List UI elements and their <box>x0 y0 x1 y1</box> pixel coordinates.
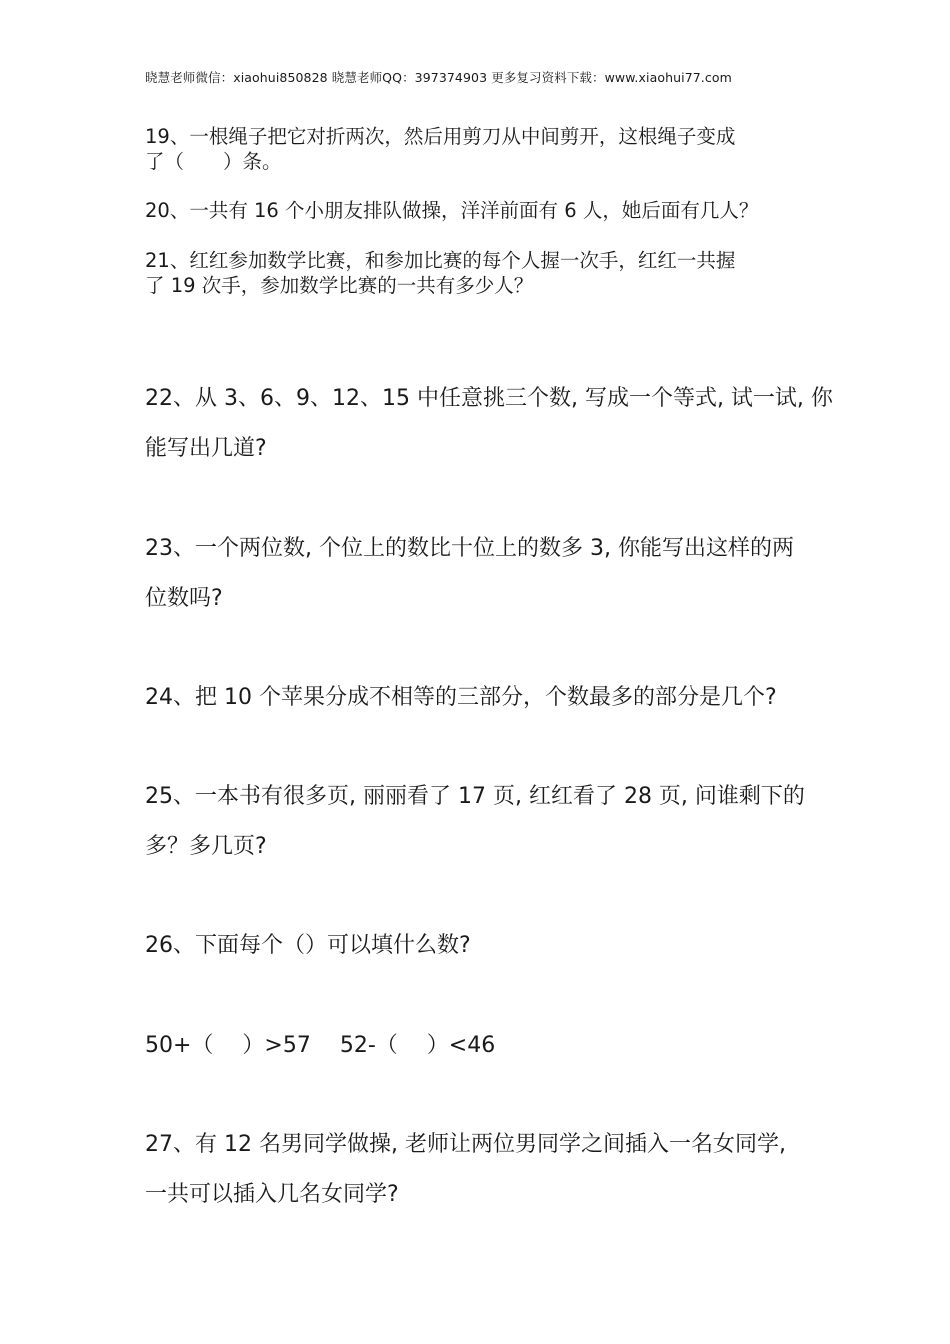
question-27 <box>145 1120 815 1220</box>
question-20 <box>145 198 815 223</box>
question-line: 20、一共有 16 个小朋友排队做操，洋洋前面有 6 人，她后面有几人？ <box>145 199 759 222</box>
question-line: 23、一个两位数, 个位上的数比十位上的数多 3, 你能写出这样的两 <box>145 536 794 561</box>
question-line: 27、有 12 名男同学做操, 老师让两位男同学之间插入一名女同学, <box>145 1132 786 1157</box>
question-line: 多？多几页? <box>145 834 267 859</box>
question-line: 了 19 次手，参加数学比赛的一共有多少人？ <box>145 274 534 297</box>
question-line: 25、一本书有很多页, 丽丽看了 17 页, 红红看了 28 页, 问谁剩下的 <box>145 784 805 809</box>
question-line: 26、下面每个（）可以填什么数? <box>145 933 471 958</box>
question-line: 一共可以插入几名女同学? <box>145 1182 399 1207</box>
question-22 <box>145 374 833 474</box>
page-header: 晓慧老师微信：xiaohui850828 晓慧老师QQ：397374903 更多复习资料下载：www.xiaohui77.com <box>145 70 732 85</box>
question-line: 21、红红参加数学比赛，和参加比赛的每个人握一次手，红红一共握 <box>145 249 736 272</box>
question-line: 了（ ）条。 <box>145 150 282 173</box>
question-line: 位数吗? <box>145 586 223 611</box>
question-26-expression <box>145 1021 815 1071</box>
question-line: 能写出几道? <box>145 436 267 461</box>
question-line: 24、把 10 个苹果分成不相等的三部分，个数最多的部分是几个? <box>145 685 777 710</box>
question-25 <box>145 772 815 872</box>
question-21 <box>145 248 815 298</box>
question-26 <box>145 921 815 971</box>
question-24 <box>145 673 815 723</box>
question-line: 19、一根绳子把它对折两次，然后用剪刀从中间剪开，这根绳子变成 <box>145 125 736 148</box>
question-line: 22、从 3、6、9、12、15 中任意挑三个数, 写成一个等式, 试一试, 你 <box>145 386 833 411</box>
question-19 <box>145 124 815 174</box>
question-23 <box>145 524 815 624</box>
inequality-expression: 50+（ ）>57 52-（ ）<46 <box>145 1033 496 1058</box>
